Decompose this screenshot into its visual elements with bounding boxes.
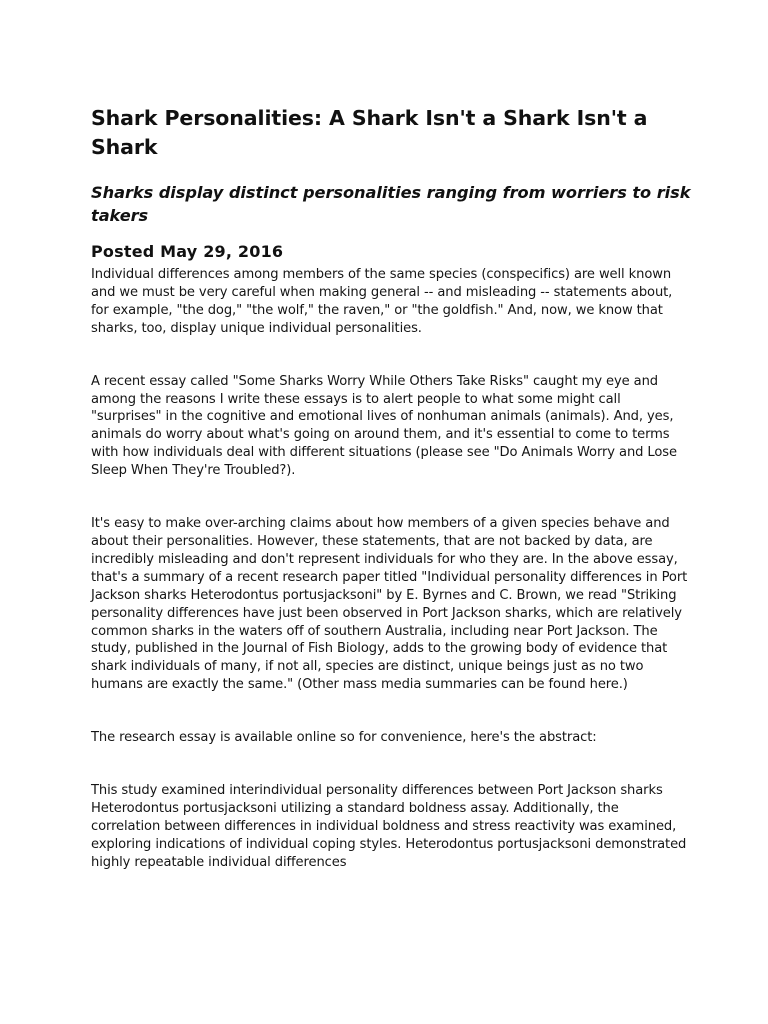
paragraph: It's easy to make over-arching claims about how members of a given species behave and about their personalities. However, these statements, that are not backed by data, are incredibly misleading and don't represent individuals for who they are. In the above essay, that's a summary of a recent research paper titled "Individual personality differences in Port Jackson sharks Heterodontus portusjacksoni" by E. Byrnes and C. Brown, we read "Striking personality differences have just been observed in Port Jackson sharks, which are relatively common sharks in the waters off of southern Australia, including near Port Jackson. The study, published in the Journal of Fish Biology, adds to the growing body of evidence that shark individuals of many, if not all, species are distinct, unique beings just as no two humans are exactly the same." (Other mass media summaries can be found here.): [91, 516, 688, 693]
article-subtitle: Sharks display distinct personalities ranging from worriers to risk takers: [91, 183, 691, 225]
paragraph: This study examined interindividual personality differences between Port Jackson sharks Heterodontus portusjacksoni utilizing a standard boldness assay. Additionally, the correlation between differences in individual boldness and stress reactivity was examined, exploring indications of individual coping styles. Heterodontus portusjacksoni demonstrated highly repeatable individual differences: [91, 783, 687, 870]
paragraph: Individual differences among members of the same species (conspecifics) are well known and we must be very careful when making general -- and misleading -- statements about, for example, "the dog," "the wolf," the raven," or "the goldfish." And, now, we know that sharks, too, display unique individual personalities.: [91, 267, 673, 336]
paragraph: The research essay is available online so for convenience, here's the abstract:: [91, 730, 597, 746]
document-page: [91, 104, 691, 872]
article-title: Shark Personalities: A Shark Isn't a Shark Isn't a Shark: [91, 106, 648, 159]
paragraph: A recent essay called "Some Sharks Worry While Others Take Risks" caught my eye and among the reasons I write these essays is to alert people to what some might call "surprises" in the cognitive and emotional lives of nonhuman animals (animals). And, yes, animals do worry about what's going on around them, and it's essential to come to terms with how individuals deal with different situations (please see "Do Animals Worry and Lose Sleep When They're Troubled?).: [91, 373, 677, 479]
posted-date: Posted May 29, 2016: [91, 242, 284, 261]
